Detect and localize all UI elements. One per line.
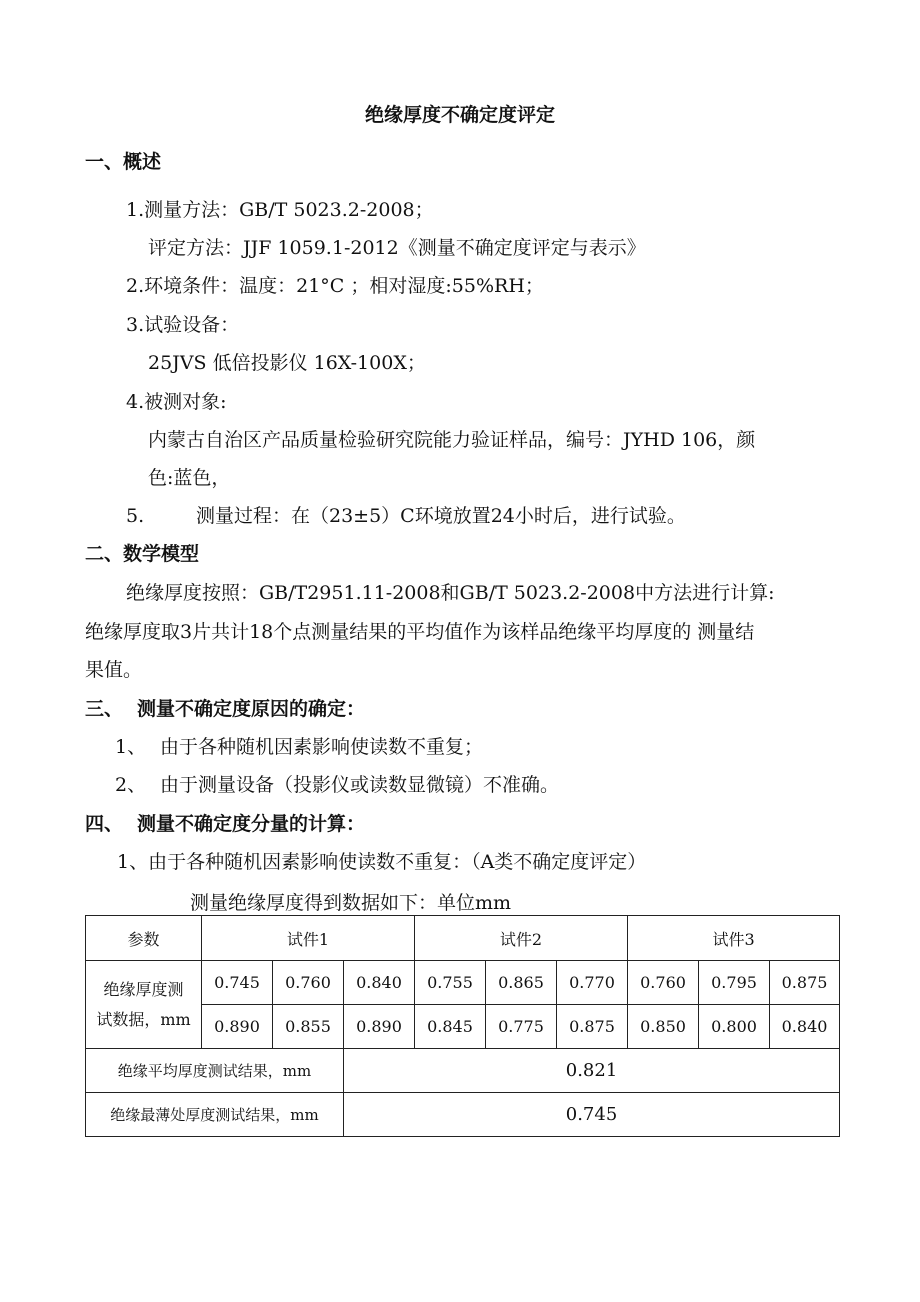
section1-heading: 一、概述 bbox=[85, 151, 162, 173]
specimen-1-header: 试件1 bbox=[202, 916, 415, 961]
specimen-2-header: 试件2 bbox=[415, 916, 628, 961]
measurement-process: 测量过程：在（23±5）C环境放置24小时后，进行试验。 bbox=[196, 505, 686, 527]
table-cell: 0.875 bbox=[770, 961, 840, 1005]
param-header: 参数 bbox=[86, 916, 202, 961]
reason-2-number: 2、 bbox=[115, 774, 147, 796]
table-cell: 0.890 bbox=[202, 1005, 273, 1049]
minimum-result-value: 0.745 bbox=[344, 1093, 840, 1137]
table-cell: 0.840 bbox=[344, 961, 415, 1005]
test-object-label: 4.被测对象: bbox=[126, 391, 227, 413]
table-cell: 0.845 bbox=[415, 1005, 486, 1049]
thickness-data-label-line1: 绝缘厚度测 bbox=[103, 979, 184, 999]
table-cell: 0.890 bbox=[344, 1005, 415, 1049]
table-cell: 0.840 bbox=[770, 1005, 840, 1049]
test-equipment-label: 3.试验设备： bbox=[126, 314, 240, 336]
reason-2: 由于测量设备（投影仪或读数显微镜）不准确。 bbox=[160, 774, 560, 796]
environment-conditions: 2.环境条件：温度：21°C ；相对湿度:55%RH； bbox=[126, 275, 544, 297]
specimen-3-header: 试件3 bbox=[628, 916, 840, 961]
table-cell: 0.775 bbox=[486, 1005, 557, 1049]
table-cell: 0.745 bbox=[202, 961, 273, 1005]
table-cell: 0.755 bbox=[415, 961, 486, 1005]
table-header-row bbox=[86, 916, 840, 961]
table-cell: 0.760 bbox=[273, 961, 344, 1005]
minimum-result-row bbox=[86, 1093, 840, 1137]
table-cell: 0.800 bbox=[699, 1005, 770, 1049]
evaluation-method: 评定方法：JJF 1059.1-2012《测量不确定度评定与表示》 bbox=[148, 237, 646, 259]
model-paragraph-1: 绝缘厚度按照：GB/T2951.11-2008和GB/T 5023.2-2008中方法进行计算: bbox=[126, 582, 775, 604]
thickness-data-label bbox=[86, 961, 202, 1049]
reason-1-number: 1、 bbox=[115, 736, 147, 758]
table-cell: 0.795 bbox=[699, 961, 770, 1005]
test-object-line1: 内蒙古自治区产品质量检验研究院能力验证样品，编号：JYHD 106，颜 bbox=[148, 429, 756, 451]
table-cell: 0.875 bbox=[557, 1005, 628, 1049]
section2-heading: 二、数学模型 bbox=[85, 543, 200, 565]
section4-heading: 测量不确定度分量的计算： bbox=[137, 813, 366, 835]
thickness-data-table bbox=[85, 915, 840, 1137]
measurement-method: 1.测量方法：GB/T 5023.2-2008； bbox=[126, 199, 434, 221]
average-result-label: 绝缘平均厚度测试结果，mm bbox=[86, 1049, 344, 1093]
test-object-line2: 色:蓝色， bbox=[148, 467, 231, 489]
minimum-result-label: 绝缘最薄处厚度测试结果，mm bbox=[86, 1093, 344, 1137]
section3-heading: 测量不确定度原因的确定： bbox=[137, 698, 366, 720]
table-cell: 0.850 bbox=[628, 1005, 699, 1049]
component-1: 1、由于各种随机因素影响使读数不重复：（A类不确定度评定） bbox=[117, 851, 647, 873]
table-cell: 0.855 bbox=[273, 1005, 344, 1049]
document-title: 绝缘厚度不确定度评定 bbox=[364, 104, 555, 126]
model-paragraph-2: 绝缘厚度取3片共计18个点测量结果的平均值作为该样品绝缘平均厚度的 测量结 bbox=[85, 621, 755, 643]
test-equipment: 25JVS 低倍投影仪 16X-100X； bbox=[148, 352, 426, 374]
reason-1: 由于各种随机因素影响使读数不重复； bbox=[160, 736, 484, 758]
table-cell: 0.770 bbox=[557, 961, 628, 1005]
section3-number: 三、 bbox=[85, 698, 124, 720]
average-result-row bbox=[86, 1049, 840, 1093]
section4-number: 四、 bbox=[85, 813, 124, 835]
process-number: 5. bbox=[126, 505, 145, 527]
model-paragraph-3: 果值。 bbox=[85, 659, 143, 681]
table-cell: 0.865 bbox=[486, 961, 557, 1005]
thickness-data-label-line2: 试数据，mm bbox=[96, 1009, 191, 1029]
table-caption: 测量绝缘厚度得到数据如下：单位mm bbox=[190, 892, 512, 914]
table-row bbox=[86, 961, 840, 1005]
average-result-value: 0.821 bbox=[344, 1049, 840, 1093]
table-cell: 0.760 bbox=[628, 961, 699, 1005]
